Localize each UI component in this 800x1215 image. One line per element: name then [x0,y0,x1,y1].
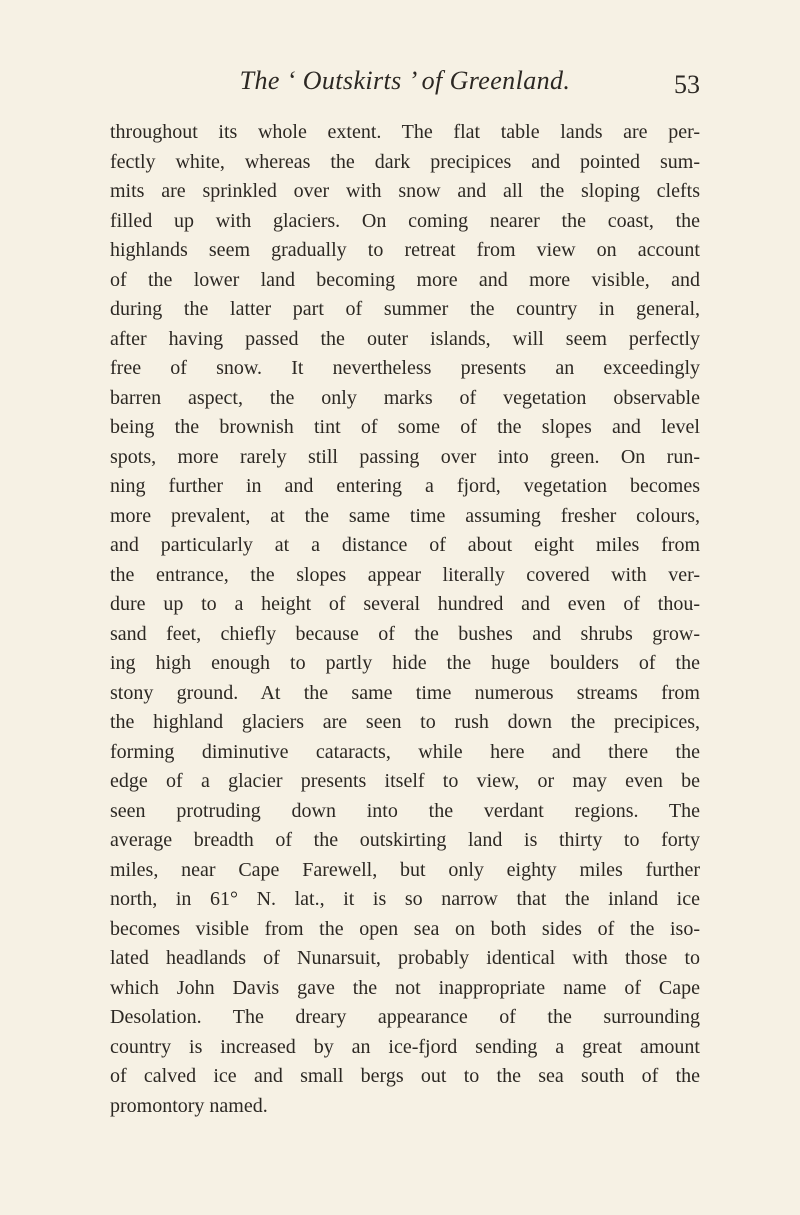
text-line: miles, near Cape Farewell, but only eighty miles further [110,858,700,881]
text-line: highlands seem gradually to retreat from view on account [110,239,700,261]
text-line: the entrance, the slopes appear literally covered with ver- [110,563,700,586]
text-line: of the lower land becoming more and more visible, and [110,268,700,291]
text-line: being the brownish tint of some of the slopes and level [110,416,700,438]
text-line: and particularly at a distance of about eight miles from [110,534,700,556]
text-line: of calved ice and small bergs out to the sea south of the [110,1065,700,1087]
text-line: average breadth of the outskirting land is thirty to forty [110,829,700,851]
text-line: the highland glaciers are seen to rush down the precipices, [110,711,700,733]
text-line: dure up to a height of several hundred and even of thou- [110,593,700,615]
text-line: becomes visible from the open sea on both sides of the iso- [110,917,700,940]
text-line: country is increased by an ice-fjord sending a great amount [110,1035,700,1058]
running-head [110,66,700,106]
text-line: after having passed the outer islands, will seem perfectly [110,327,700,350]
text-line: seen protruding down into the verdant regions. The [110,799,700,822]
body-text [110,118,700,1121]
running-title: The ‘ Outskirts ’ of Greenland. [239,66,571,95]
page-number: 53 [674,70,700,99]
text-line: sand feet, chiefly because of the bushes and shrubs grow- [110,622,700,645]
text-line: during the latter part of summer the country in general, [110,298,700,320]
text-line: north, in 61° N. lat., it is so narrow that the inland ice [110,888,700,910]
text-line: forming diminutive cataracts, while here and there the [110,740,700,763]
text-line: spots, more rarely still passing over into green. On run- [110,445,700,468]
text-line: stony ground. At the same time numerous streams from [110,681,700,704]
text-line: fectly white, whereas the dark precipices and pointed sum- [110,150,700,173]
text-line: which John Davis gave the not inappropriate name of Cape [110,976,700,999]
text-line: edge of a glacier presents itself to view, or may even be [110,770,700,792]
text-line: free of snow. It nevertheless presents an exceedingly [110,357,700,379]
text-line-last: promontory named. [110,1094,268,1117]
text-line: throughout its whole extent. The flat table lands are per- [110,121,700,143]
text-line: filled up with glaciers. On coming nearer the coast, the [110,209,700,232]
text-line: lated headlands of Nunarsuit, probably identical with those to [110,947,700,969]
text-line: barren aspect, the only marks of vegetation observable [110,386,700,409]
text-line: more prevalent, at the same time assuming fresher colours, [110,504,700,527]
text-line: ning further in and entering a fjord, vegetation becomes [110,475,700,497]
text-line: mits are sprinkled over with snow and all the sloping clefts [110,180,700,202]
text-line: Desolation. The dreary appearance of the surrounding [110,1006,700,1028]
text-line: ing high enough to partly hide the huge boulders of the [110,652,700,674]
